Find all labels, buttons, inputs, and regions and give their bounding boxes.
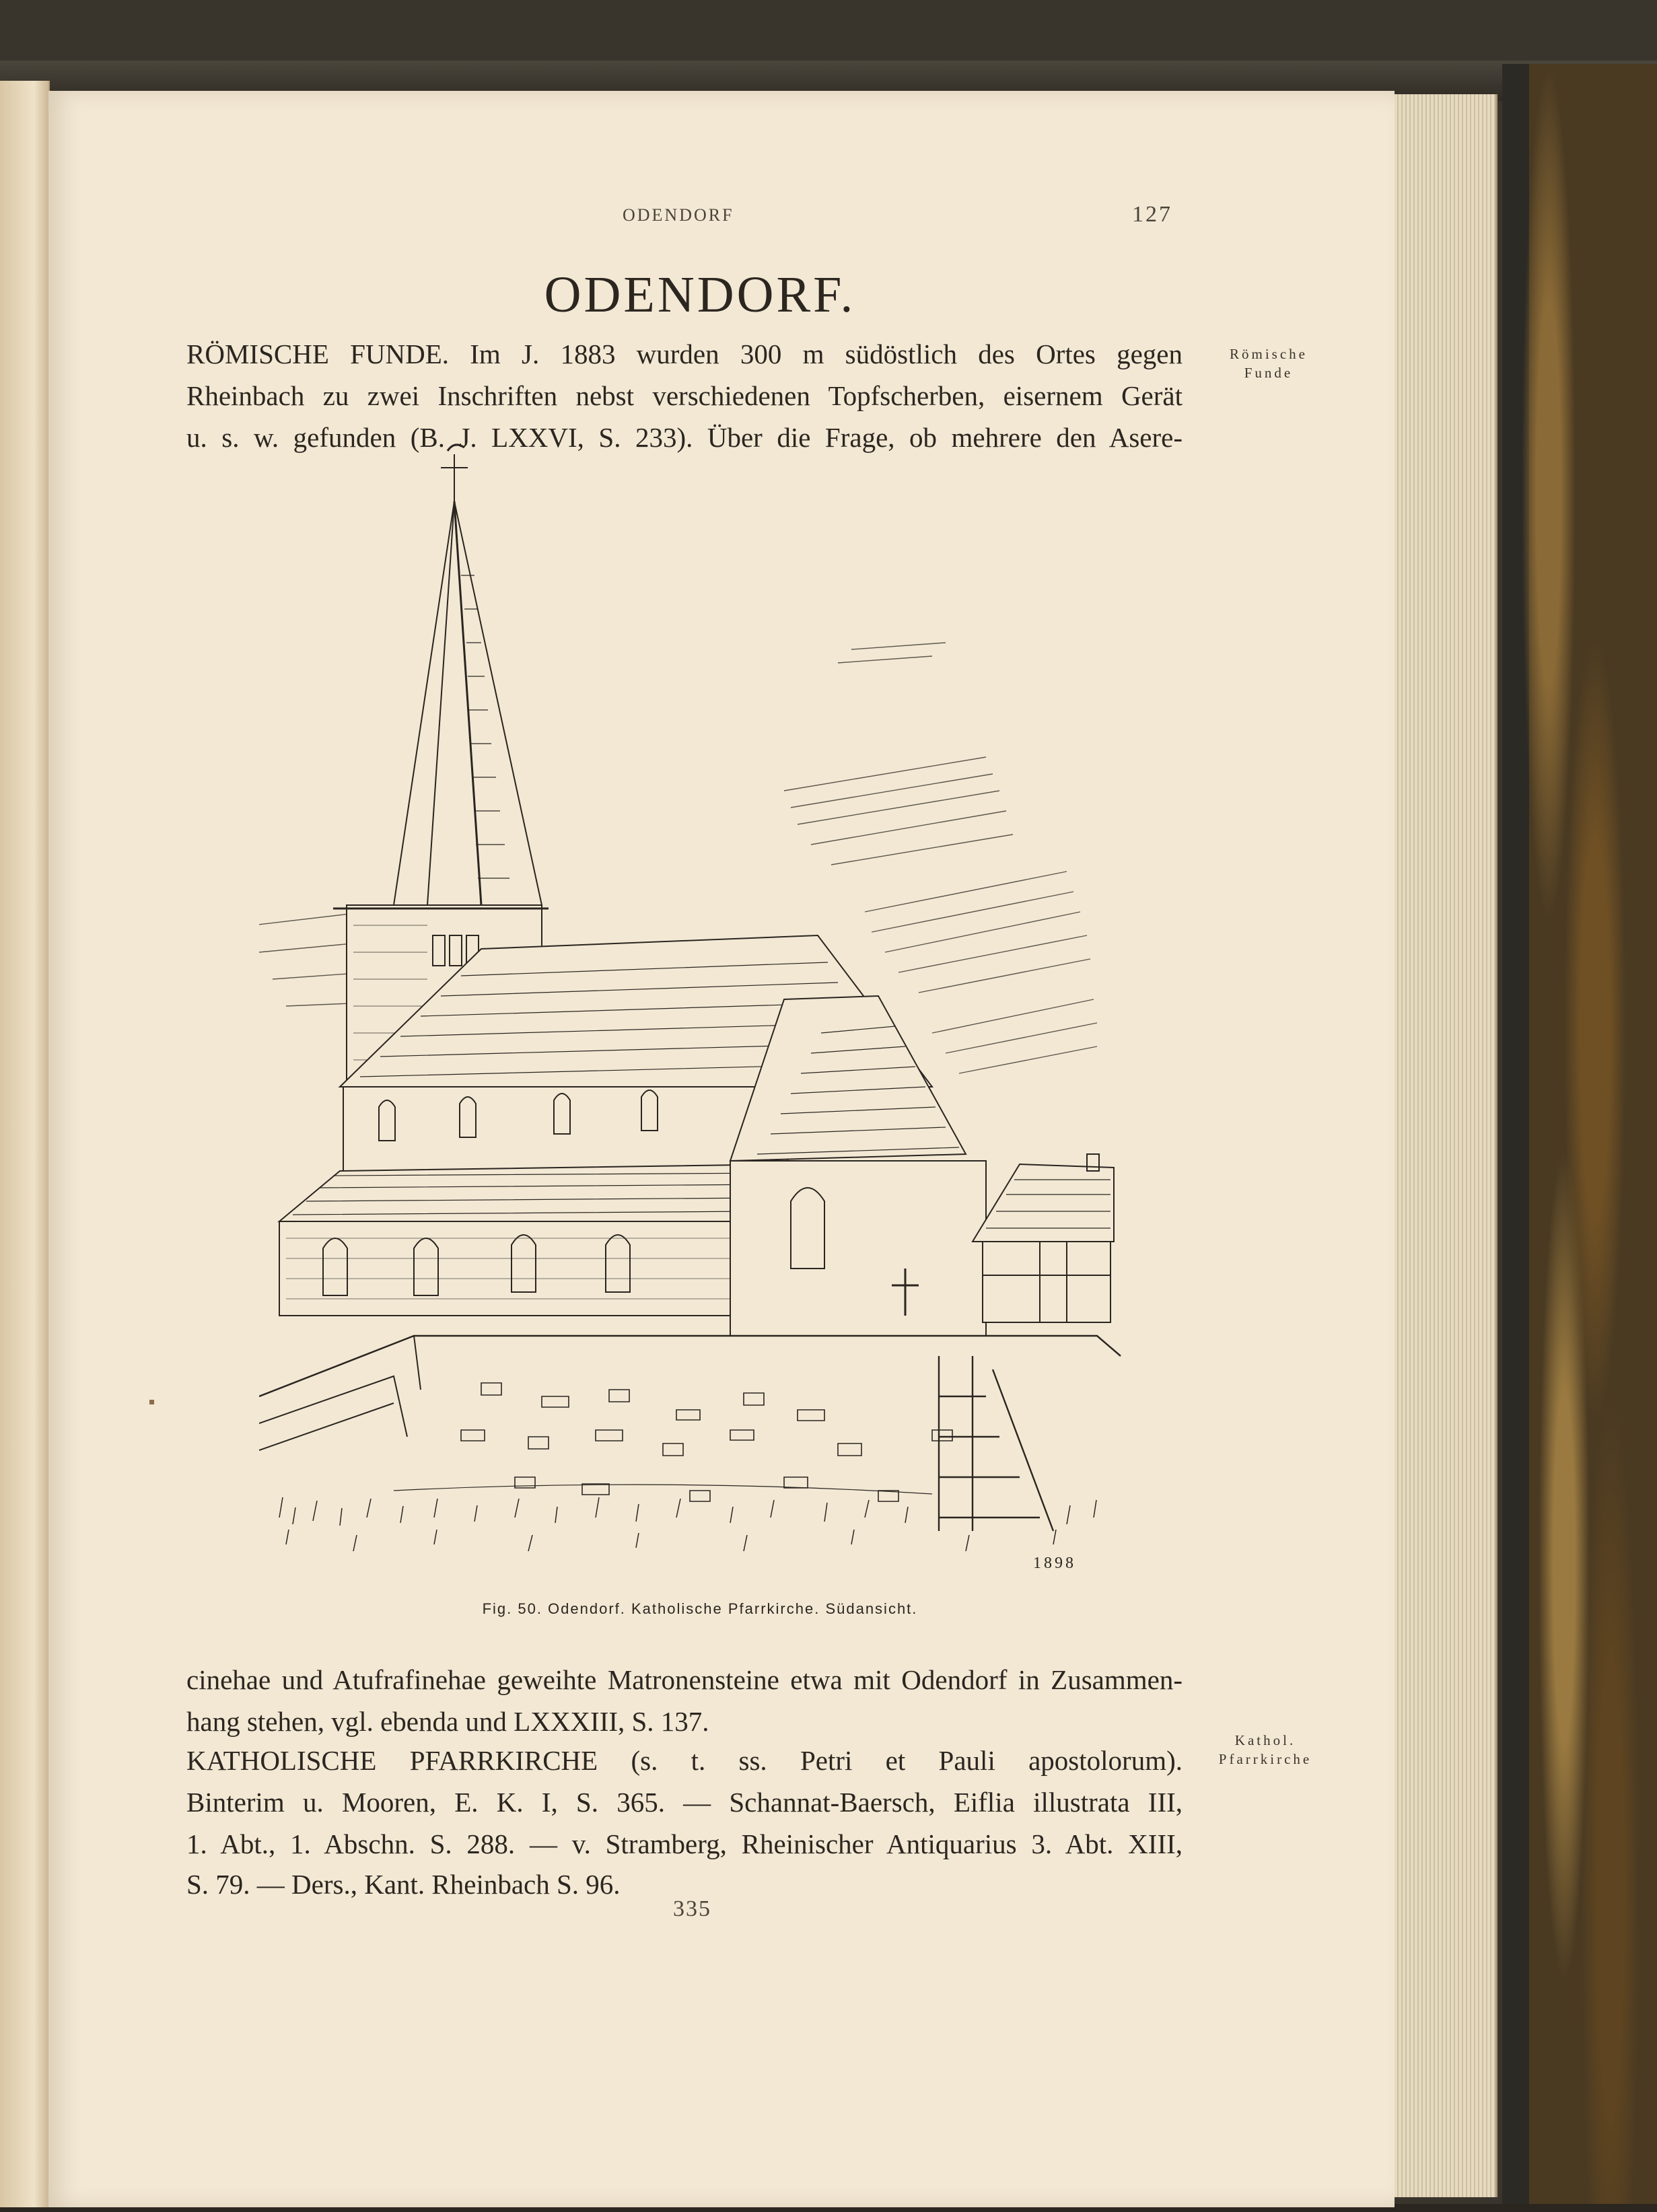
side-house	[973, 1154, 1114, 1322]
text-line: hang stehen, vgl. ebenda und LXXXIII, S. 137.	[186, 1706, 709, 1737]
text-line: RÖMISCHE FUNDE. Im J. 1883 wurden 300 m südöstlich des Ortes gegen	[186, 338, 1183, 369]
margin-note-pfarrkirche	[1198, 1731, 1333, 1769]
text-line: 1. Abt., 1. Abschn. S. 288. — v. Stramberg, Rheinischer Antiquarius 3. Abt. XIII,	[186, 1828, 1183, 1859]
section-roemische-funde-continued	[186, 1659, 1183, 1742]
aisle-wall	[279, 1221, 744, 1316]
text-line: KATHOLISCHE PFARRKIRCHE (s. t. ss. Petri et Pauli apostolorum).	[186, 1745, 1183, 1776]
margin-note-line: Kathol.	[1234, 1732, 1296, 1748]
section-pfarrkirche	[186, 1740, 1183, 1865]
paper-fleck	[149, 1400, 154, 1404]
page-number-top: 127	[1132, 202, 1172, 227]
steps	[939, 1356, 1053, 1531]
facing-page-edge	[0, 81, 50, 2207]
margin-note-line: Römische	[1230, 346, 1308, 362]
margin-note-line: Funde	[1244, 365, 1294, 381]
margin-note-roemische-funde	[1205, 345, 1333, 382]
section-roemische-funde	[186, 333, 1183, 458]
text-line: cinehae und Atufrafinehae geweihte Matronensteine etwa mit Odendorf in Zusammen-	[186, 1664, 1183, 1695]
illustration-date: 1898	[1033, 1555, 1076, 1572]
text-line: Binterim u. Mooren, E. K. I, S. 365. — Schannat-Baersch, Eiflia illustrata III,	[186, 1787, 1183, 1818]
choir	[730, 996, 986, 1336]
figure-caption: Fig. 50. Odendorf. Katholische Pfarrkirche. Südansicht.	[482, 1600, 918, 1617]
book-cover-marbled	[1502, 64, 1657, 2211]
running-title: ODENDORF	[623, 205, 734, 225]
text-line: S. 79. — Ders., Kant. Rheinbach S. 96.	[186, 1869, 621, 1900]
clerestory	[343, 1087, 787, 1174]
church-illustration	[259, 441, 1154, 1585]
text-line: Rheinbach zu zwei Inschriften nebst verschiedenen Topfscherben, eisernem Gerät	[186, 380, 1183, 411]
text-line: u. s. w. gefunden (B. J. LXXVI, S. 233). Über die Frage, ob mehrere den Asere-	[186, 422, 1183, 453]
page-number-bottom: 335	[673, 1896, 711, 1921]
page-edges	[1395, 94, 1497, 2197]
spire	[394, 445, 542, 905]
aisle-roof	[279, 1164, 784, 1221]
page-title: ODENDORF.	[544, 266, 856, 323]
margin-note-line: Pfarrkirche	[1218, 1751, 1312, 1767]
